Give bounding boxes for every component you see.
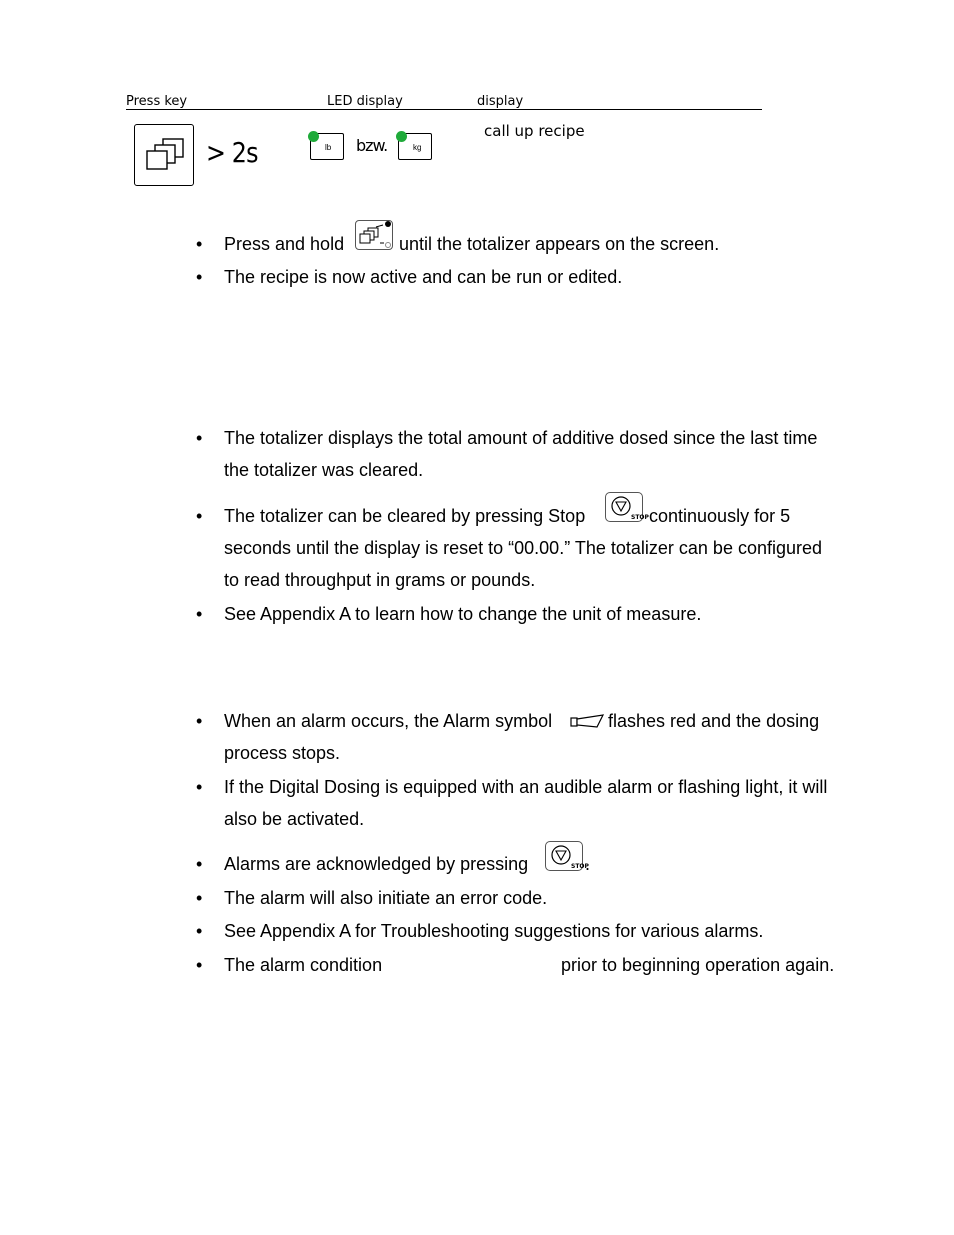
svg-text:STOP: STOP (631, 514, 649, 521)
bullet-icon: • (196, 711, 203, 731)
bullet-icon: • (196, 234, 203, 254)
list-item-continuation: flashes red and the dosing (608, 711, 820, 731)
list-item: Press and hold (224, 234, 345, 254)
led-on-icon (308, 131, 319, 142)
list-item-continuation: continuously for 5 (649, 506, 791, 526)
header-display: display (477, 94, 524, 109)
list-item-line: also be activated. (224, 809, 365, 829)
bullet-icon: • (196, 506, 203, 526)
svg-text:STOP: STOP (571, 863, 589, 870)
bullet-icon: • (196, 604, 203, 624)
led-unit-label: kg (413, 143, 422, 152)
list-item: If the Digital Dosing is equipped with an audible alarm or flashing light, it will (224, 777, 828, 797)
or-word: bzw. (356, 136, 388, 155)
stop-key-icon (605, 492, 649, 522)
list-item-continuation: until the totalizer appears on the screen. (399, 234, 720, 254)
led-kg (398, 133, 432, 160)
display-call-up-recipe: call up recipe (484, 122, 585, 140)
header-led-display: LED display (327, 94, 403, 109)
bullet-icon: • (196, 777, 203, 797)
list-item-line: seconds until the display is reset to “00.00.” The totalizer can be configured (224, 538, 823, 558)
header-rule (126, 109, 762, 110)
list-item: See Appendix A for Troubleshooting suggestions for various alarms. (224, 921, 764, 941)
stop-key-icon (545, 841, 589, 871)
list-item-line: process stops. (224, 743, 341, 763)
list-item: Alarms are acknowledged by pressing (224, 854, 529, 874)
recipe-key-icon (134, 124, 194, 186)
list-item-line: the totalizer was cleared. (224, 460, 424, 480)
recipe-select-key-icon (355, 220, 393, 250)
bullet-icon: • (196, 888, 203, 908)
list-item: The alarm will also initiate an error code. (224, 888, 548, 908)
bullet-icon: • (196, 921, 203, 941)
list-item: The totalizer displays the total amount of additive dosed since the last time (224, 428, 818, 448)
bullet-icon: • (196, 854, 203, 874)
bullet-icon: • (196, 955, 203, 975)
list-item: When an alarm occurs, the Alarm symbol (224, 711, 553, 731)
list-item-continuation: . (585, 854, 591, 874)
list-item: The alarm condition (224, 955, 383, 975)
led-lb (310, 133, 344, 160)
list-item-line: to read throughput in grams or pounds. (224, 570, 536, 590)
bullet-icon: • (196, 428, 203, 448)
hold-duration: > 2s (206, 136, 258, 169)
header-press-key: Press key (126, 94, 188, 109)
bullet-icon: • (196, 267, 203, 287)
list-item: The recipe is now active and can be run or edited. (224, 267, 623, 287)
list-item: See Appendix A to learn how to change the unit of measure. (224, 604, 702, 624)
alarm-horn-icon (570, 713, 606, 731)
list-item-continuation: prior to beginning operation again. (561, 955, 835, 975)
list-item: The totalizer can be cleared by pressing Stop (224, 506, 586, 526)
led-unit-label: lb (325, 143, 332, 152)
led-on-icon (396, 131, 407, 142)
